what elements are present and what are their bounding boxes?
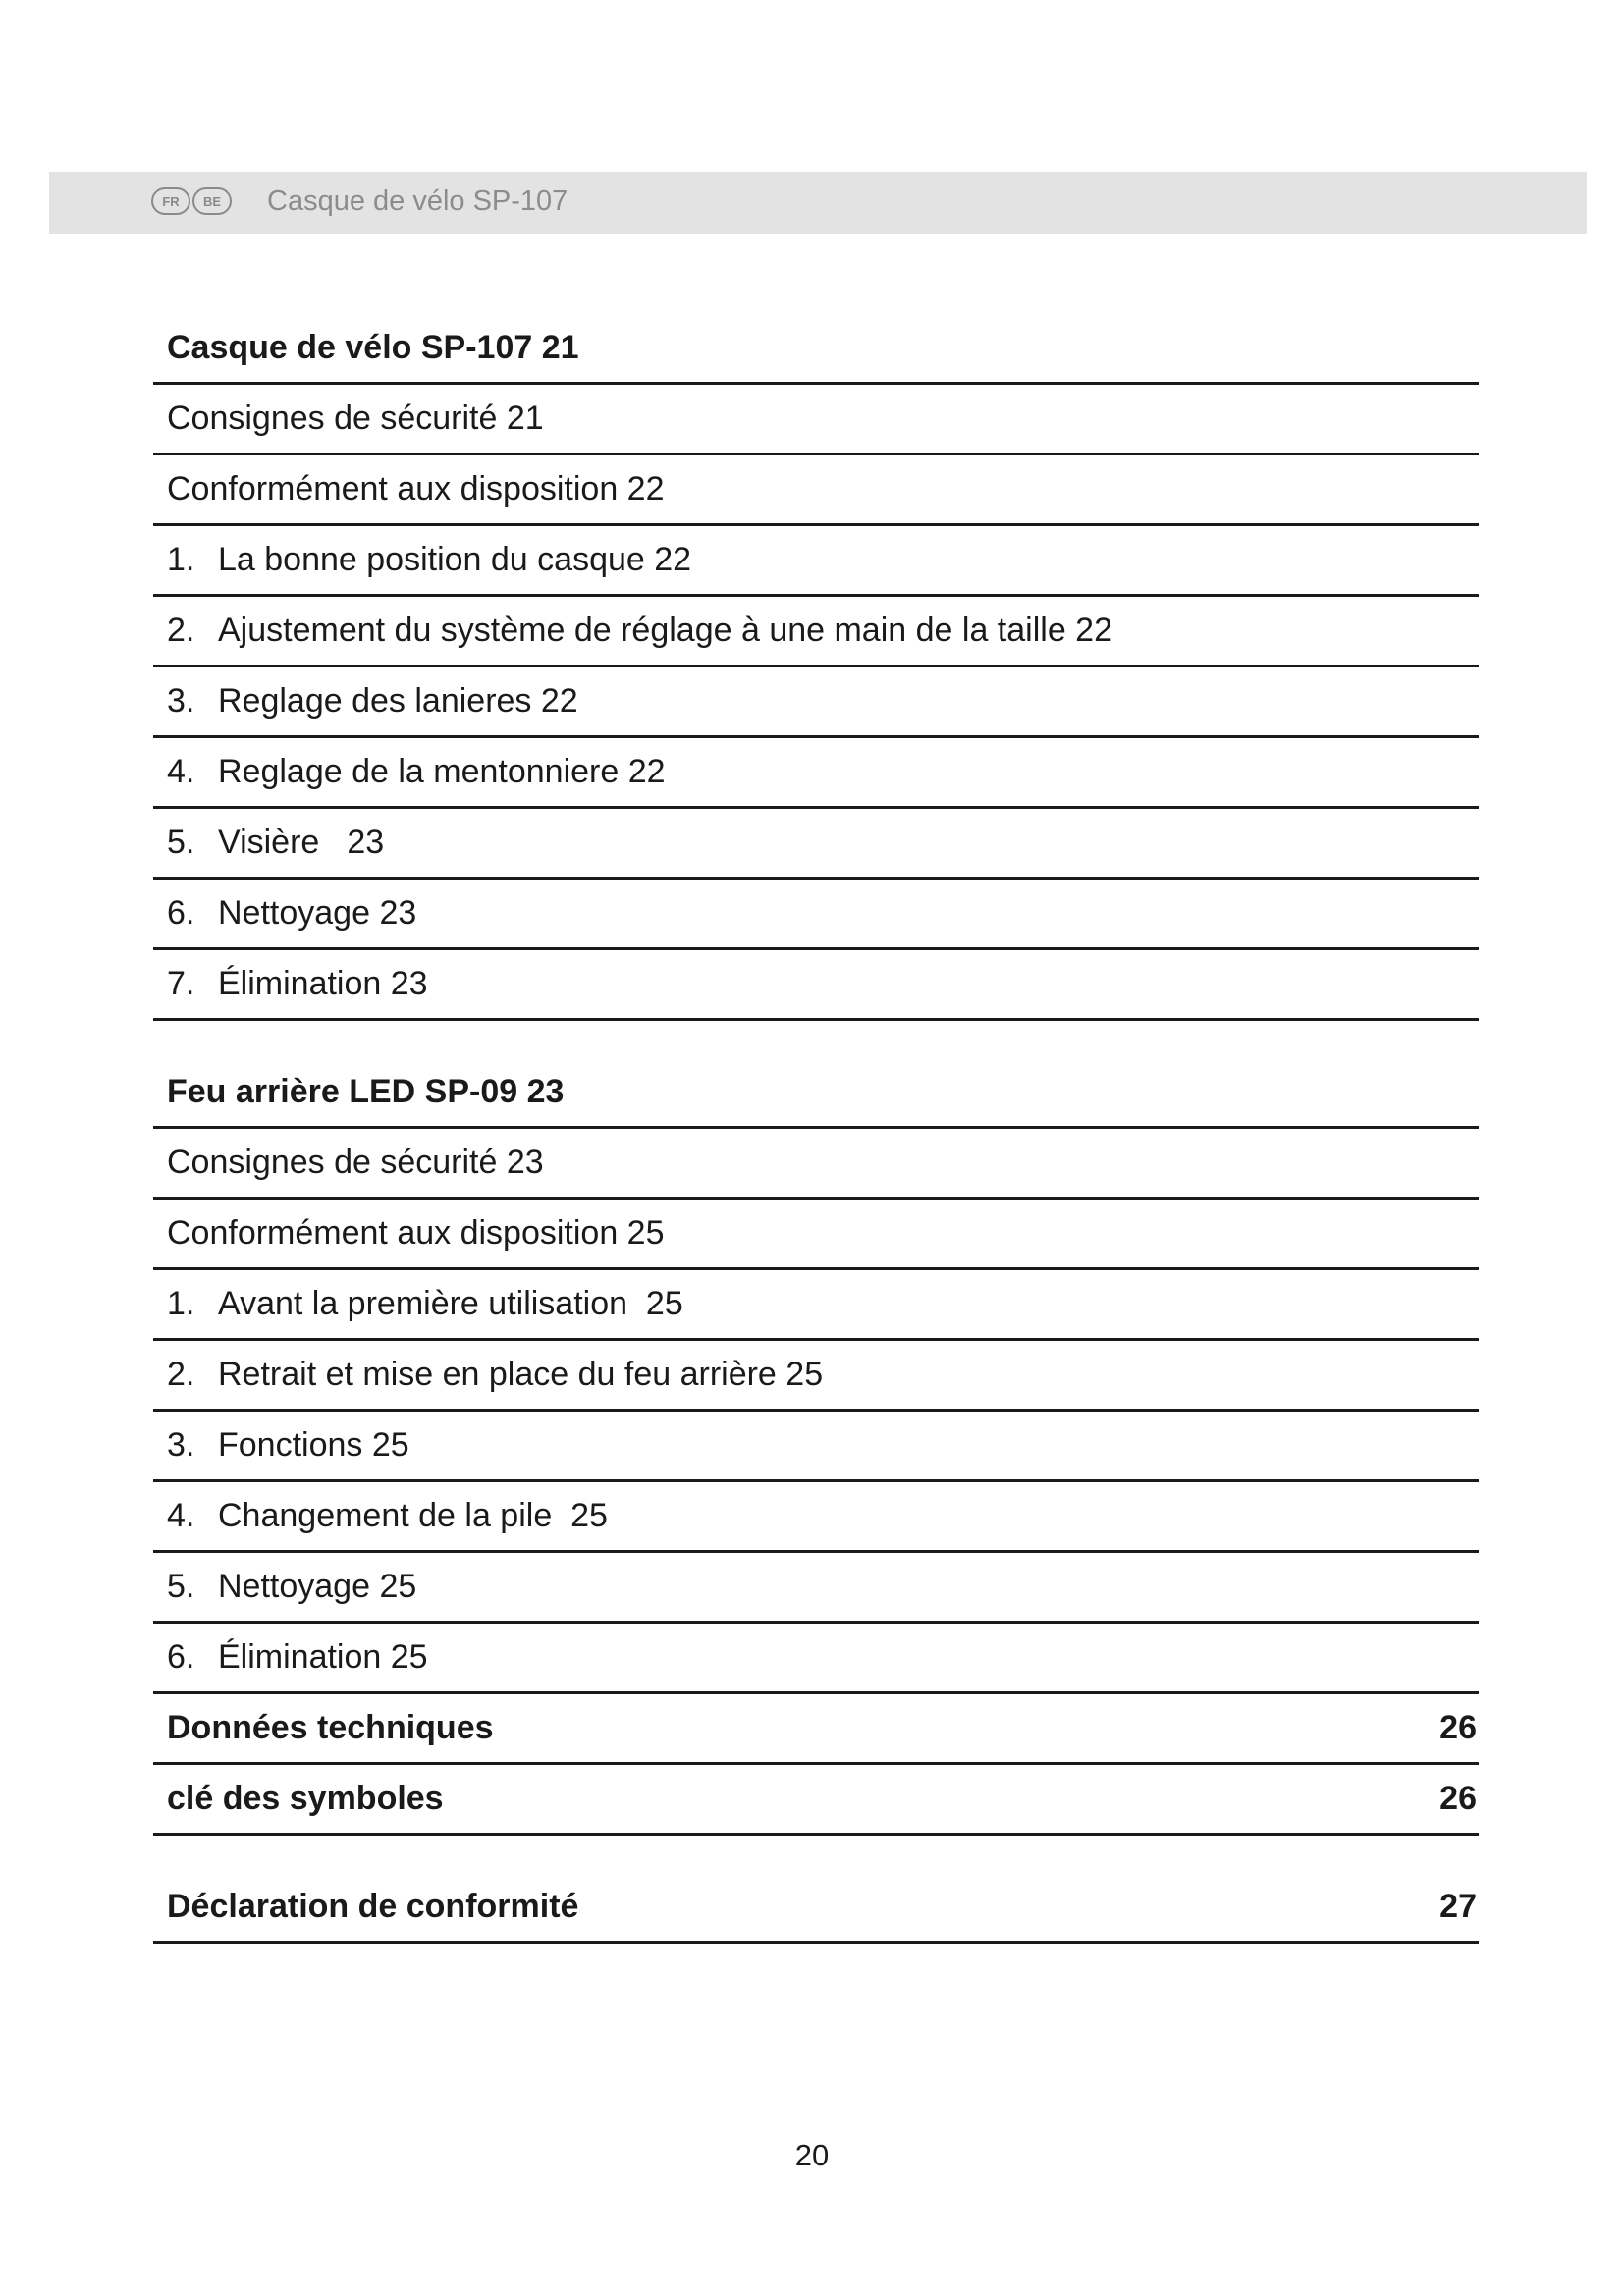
toc-tech-data-page: 26 [1439, 1709, 1477, 1746]
toc-entry-text: Reglage de la mentonniere 22 [218, 753, 666, 790]
toc-entry[interactable] [153, 1341, 1479, 1412]
toc-entry[interactable] [153, 1624, 1479, 1694]
toc-entry-text: Élimination 25 [218, 1638, 428, 1676]
table-of-contents [153, 314, 1479, 1944]
toc-entry-text: Avant la première utilisation 25 [218, 1285, 683, 1322]
toc-entry[interactable] [153, 455, 1479, 526]
toc-entry[interactable] [153, 950, 1479, 1021]
page-number: 20 [794, 2138, 830, 2172]
toc-tech-data[interactable] [153, 1694, 1479, 1765]
toc-declaration[interactable] [153, 1873, 1479, 1944]
toc-declaration-label: Déclaration de conformité [167, 1888, 579, 1925]
toc-section-heading[interactable]: Casque de vélo SP-107 21 [153, 314, 1479, 385]
toc-entry[interactable] [153, 1482, 1479, 1553]
toc-entry[interactable] [153, 1200, 1479, 1270]
toc-entry-number: 4. [167, 753, 195, 790]
toc-entry-number: 2. [167, 1356, 195, 1393]
toc-entry-number: 5. [167, 824, 195, 861]
toc-entry[interactable] [153, 526, 1479, 597]
toc-entry[interactable] [153, 597, 1479, 667]
toc-entry-text: Reglage des lanieres 22 [218, 682, 578, 720]
country-badge-fr: FR [151, 187, 190, 215]
toc-entry-number: 5. [167, 1568, 195, 1605]
toc-entry-text: Retrait et mise en place du feu arrière 25 [218, 1356, 824, 1393]
toc-entry-number: 3. [167, 682, 195, 720]
toc-entry-text: La bonne position du casque 22 [218, 541, 692, 578]
toc-entry-number: 1. [167, 1285, 195, 1322]
toc-entry-text: Changement de la pile 25 [218, 1497, 608, 1534]
toc-entry-text: Conformément aux disposition 22 [167, 470, 665, 507]
toc-symbols-label: clé des symboles [167, 1780, 444, 1817]
toc-entry-text: Ajustement du système de réglage à une main de la taille 22 [218, 612, 1112, 649]
toc-entry[interactable] [153, 1553, 1479, 1624]
country-badge-be: BE [192, 187, 232, 215]
toc-entry-number: 2. [167, 612, 195, 649]
toc-entry[interactable] [153, 385, 1479, 455]
toc-entry-text: Fonctions 25 [218, 1426, 409, 1464]
toc-entry-page: 23 [347, 824, 385, 861]
toc-entry[interactable] [153, 738, 1479, 809]
toc-entry-text: Consignes de sécurité 23 [167, 1144, 544, 1181]
toc-entry[interactable] [153, 1412, 1479, 1482]
toc-entry-number: 4. [167, 1497, 195, 1534]
toc-tech-data-label: Données techniques [167, 1709, 494, 1746]
toc-entry-number: 3. [167, 1426, 195, 1464]
toc-entry[interactable] [153, 880, 1479, 950]
toc-entry-text: Visière [218, 824, 320, 861]
header-title: Casque de vélo SP-107 [267, 186, 568, 217]
toc-entry-number: 7. [167, 965, 195, 1002]
toc-entry-text: Nettoyage 23 [218, 894, 417, 932]
toc-entry-number: 6. [167, 894, 195, 932]
toc-entry-text: Élimination 23 [218, 965, 428, 1002]
running-header [49, 172, 1587, 234]
toc-declaration-page: 27 [1439, 1888, 1477, 1925]
toc-entry-number: 1. [167, 541, 195, 578]
toc-entry-text: Conformément aux disposition 25 [167, 1214, 665, 1252]
toc-entry-text: Nettoyage 25 [218, 1568, 417, 1605]
country-badges [151, 187, 234, 217]
toc-entry[interactable] [153, 809, 1479, 880]
toc-entry[interactable] [153, 667, 1479, 738]
toc-entry-number: 6. [167, 1638, 195, 1676]
toc-section-heading[interactable]: Feu arrière LED SP-09 23 [153, 1058, 1479, 1129]
toc-entry[interactable] [153, 1129, 1479, 1200]
toc-symbols-page: 26 [1439, 1780, 1477, 1817]
toc-symbols[interactable] [153, 1765, 1479, 1836]
toc-entry[interactable] [153, 1270, 1479, 1341]
toc-entry-text: Consignes de sécurité 21 [167, 400, 544, 437]
